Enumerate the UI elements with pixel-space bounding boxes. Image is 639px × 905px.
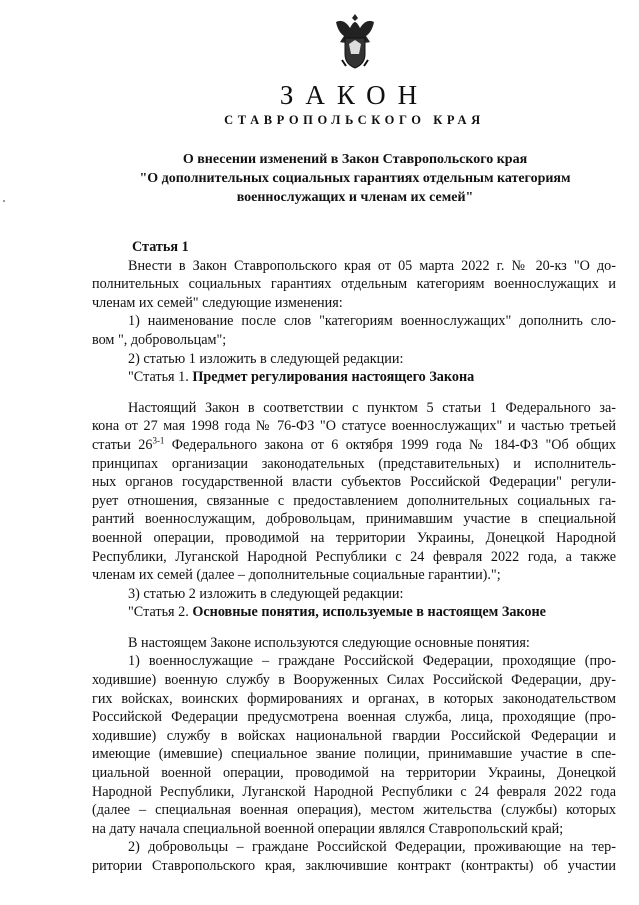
paragraph-line: гих войсках, воинских формированиях и органах, в которых законодательством — [92, 690, 616, 707]
paragraph-line: ходившие) военную службу в Вооруженных Силах Российской Федерации, дру- — [92, 672, 616, 689]
paragraph-line: статьи 26$^{3-1}$ Федерального закона от 6 октября 1999 года № 184-ФЗ "Об общих — [92, 435, 616, 453]
coat-of-arms-emblem — [328, 10, 382, 74]
paragraph-line: Республики, Луганской Народной Республики с 24 февраля 2022 года, а также — [92, 548, 616, 565]
paragraph-line: принципах организации законодательных (представительных) и исполнитель- — [92, 455, 616, 472]
heading-line: военнослужащих и членам их семей" — [236, 190, 474, 205]
paragraph-line: военной операции, проводимой на территории Украины, Донецкой Народной — [92, 529, 616, 546]
paragraph-line: циальной военной операции, проводимой на территории Украины, Донецкой — [92, 765, 616, 782]
document-body — [92, 238, 616, 876]
paragraph-line: полнительных социальных гарантиях отдельным категориям военнослужащих и — [92, 276, 616, 293]
paragraph-line: вом ", добровольцам"; — [92, 331, 227, 348]
paragraph-line: Внести в Закон Ставропольского края от 05 марта 2022 г. № 20-кз "О до- — [128, 257, 616, 274]
heading-line: О внесении изменений в Закон Ставропольского края — [182, 152, 528, 167]
paragraph-line: кона от 27 мая 1998 года № 76-ФЗ "О статусе военнослужащих" и частью третьей — [92, 418, 616, 435]
paragraph-line: членам их семей (далее – дополнительные социальные гарантии)."; — [92, 567, 501, 584]
paragraph-line: 3) статью 2 изложить в следующей редакции: — [128, 585, 404, 602]
paragraph-line: В настоящем Законе используются следующие основные понятия: — [128, 634, 530, 651]
paragraph-line: Настоящий Закон в соответствии с пунктом 5 статьи 1 Федерального за- — [128, 399, 616, 416]
article-prefix: "Статья 2. — [128, 604, 193, 621]
article-title: Статья 1 — [132, 239, 189, 255]
article-heading-line — [92, 603, 616, 622]
paragraph-line: 2) добровольцы – граждане Российской Федерации, проживающие на тер- — [128, 839, 616, 856]
paragraph-line: ходившие) службу в войсках национальной гвардии Российской Федерации и — [92, 727, 616, 744]
paragraph-line: Народной Республики, Луганской Народной Республики с 24 февраля 2022 года — [92, 783, 616, 800]
article-prefix: "Статья 1. — [128, 369, 193, 386]
paragraph-line: 1) наименование после слов "категориям военнослужащих" дополнить сло- — [128, 313, 616, 330]
paragraph-line: на дату начала специальной военной операции являлся Ставропольский край; — [92, 820, 564, 837]
article-heading-line — [92, 368, 616, 387]
paragraph-line: ритории Ставропольского края, заключившие контракт (контракты) об участии — [92, 858, 616, 874]
scan-speck — [3, 200, 5, 202]
law-title: ЗАКОН — [279, 80, 430, 110]
paragraph-line: членам их семей" следующие изменения: — [92, 294, 343, 311]
paragraph-line: (далее – специальная военная операция), местом жительства (службы) которых — [92, 802, 616, 819]
paragraph-line: рует отношения, связанные с предоставлением дополнительных социальных га- — [92, 492, 616, 509]
article-heading-title: Основные понятия, используемые в настоящем Законе — [192, 604, 546, 621]
paragraph-line: имеющие (имевшие) специальное звание полиции, принимавшие участие в спе- — [92, 746, 616, 763]
paragraph-line: рантий военнослужащим, добровольцам, принимавшим участие в специальной — [92, 511, 616, 528]
superscript: 3-1 — [152, 435, 165, 446]
document-heading — [95, 150, 615, 207]
paragraph-line: ных органов государственной власти субъектов Российской Федерации" регули- — [92, 474, 616, 491]
paragraph-line: Российской Федерации предусмотрена военная служба, лица, проходящие (про- — [92, 709, 616, 726]
region-subtitle: СТАВРОПОЛЬСКОГО КРАЯ — [224, 113, 485, 127]
paragraph-line: 2) статью 1 изложить в следующей редакции: — [128, 350, 404, 367]
paragraph-line: 1) военнослужащие – граждане Российской Федерации, проходящие (про- — [128, 653, 616, 670]
heading-line: "О дополнительных социальных гарантиях отдельным категориям — [139, 171, 571, 186]
article-heading-title: Предмет регулирования настоящего Закона — [192, 369, 475, 386]
